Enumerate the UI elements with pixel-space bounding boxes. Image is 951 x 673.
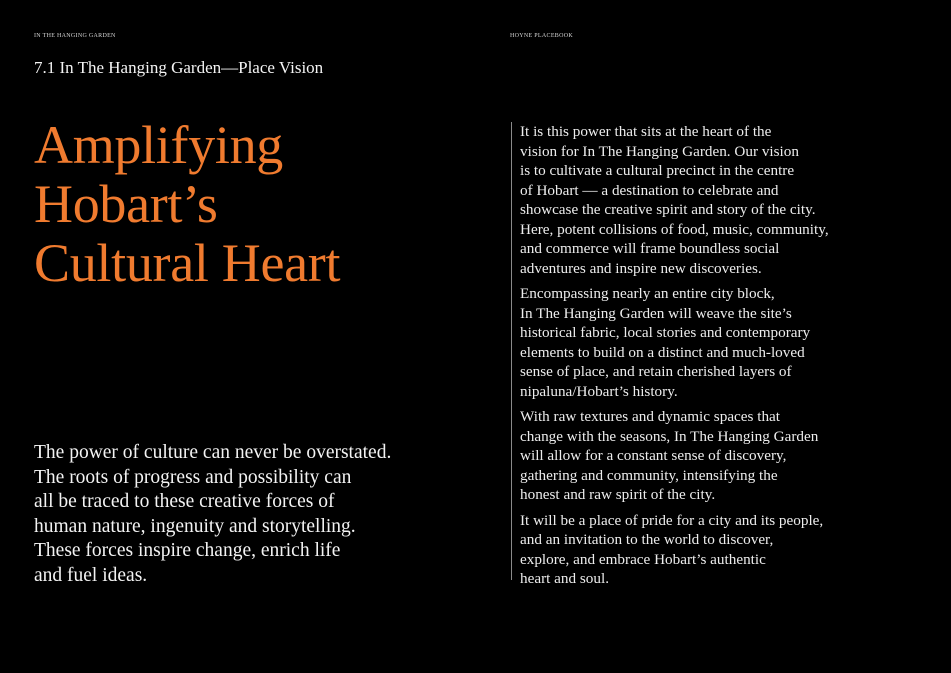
intro-line: human nature, ingenuity and storytelling. bbox=[34, 515, 356, 537]
body-line: In The Hanging Garden will weave the site’s bbox=[520, 304, 792, 322]
running-header-left: IN THE HANGING GARDEN bbox=[34, 33, 116, 39]
body-line: Encompassing nearly an entire city block, bbox=[520, 285, 775, 302]
body-line: sense of place, and retain cherished layers of bbox=[520, 363, 792, 380]
headline-line: Hobart’s bbox=[34, 174, 218, 234]
body-line: is to cultivate a cultural precinct in the centre bbox=[520, 162, 795, 179]
body-line: explore, and embrace Hobart’s authentic bbox=[520, 550, 766, 568]
intro-line: The roots of progress and possibility can bbox=[34, 466, 352, 488]
body-line: elements to build on a distinct and much-loved bbox=[520, 343, 805, 361]
intro-line: These forces inspire change, enrich life bbox=[34, 540, 341, 562]
intro-line: The power of culture can never be overstated. bbox=[34, 442, 392, 463]
headline-line: Cultural Heart bbox=[34, 233, 341, 293]
headline bbox=[34, 116, 474, 293]
body-paragraph-4 bbox=[520, 511, 910, 589]
body-line: It is this power that sits at the heart of the bbox=[520, 123, 772, 140]
body-column bbox=[511, 122, 910, 587]
body-line: will allow for a constant sense of discovery, bbox=[520, 447, 787, 464]
body-paragraph-3 bbox=[520, 407, 910, 505]
body-line: change with the seasons, In The Hanging Garden bbox=[520, 427, 819, 445]
intro-line: all be traced to these creative forces of bbox=[34, 491, 335, 513]
body-line: gathering and community, intensifying the bbox=[520, 466, 778, 484]
body-line: of Hobart — a destination to celebrate and bbox=[520, 181, 779, 199]
body-line: Here, potent collisions of food, music, community, bbox=[520, 220, 829, 238]
body-line: and an invitation to the world to discover, bbox=[520, 531, 774, 548]
body-line: showcase the creative spirit and story of the city. bbox=[520, 201, 816, 218]
section-title: 7.1 In The Hanging Garden—Place Vision bbox=[34, 58, 324, 77]
body-line: vision for In The Hanging Garden. Our vision bbox=[520, 142, 799, 160]
body-line: heart and soul. bbox=[520, 570, 609, 587]
body-line: It will be a place of pride for a city and its people, bbox=[520, 511, 824, 529]
running-header-right: HOYNE PLACEBOOK bbox=[510, 33, 573, 39]
intro-paragraph bbox=[34, 441, 454, 589]
body-line: With raw textures and dynamic spaces that bbox=[520, 408, 781, 425]
body-line: nipaluna/Hobart’s history. bbox=[520, 382, 678, 400]
intro-line: and fuel ideas. bbox=[34, 564, 148, 586]
headline-line: Amplifying bbox=[34, 115, 283, 175]
body-line: adventures and inspire new discoveries. bbox=[520, 259, 762, 277]
body-paragraph-1 bbox=[520, 122, 910, 278]
body-line: historical fabric, local stories and contemporary bbox=[520, 324, 811, 341]
body-line: and commerce will frame boundless social bbox=[520, 240, 780, 257]
body-paragraph-2 bbox=[520, 284, 910, 401]
body-line: honest and raw spirit of the city. bbox=[520, 486, 716, 503]
